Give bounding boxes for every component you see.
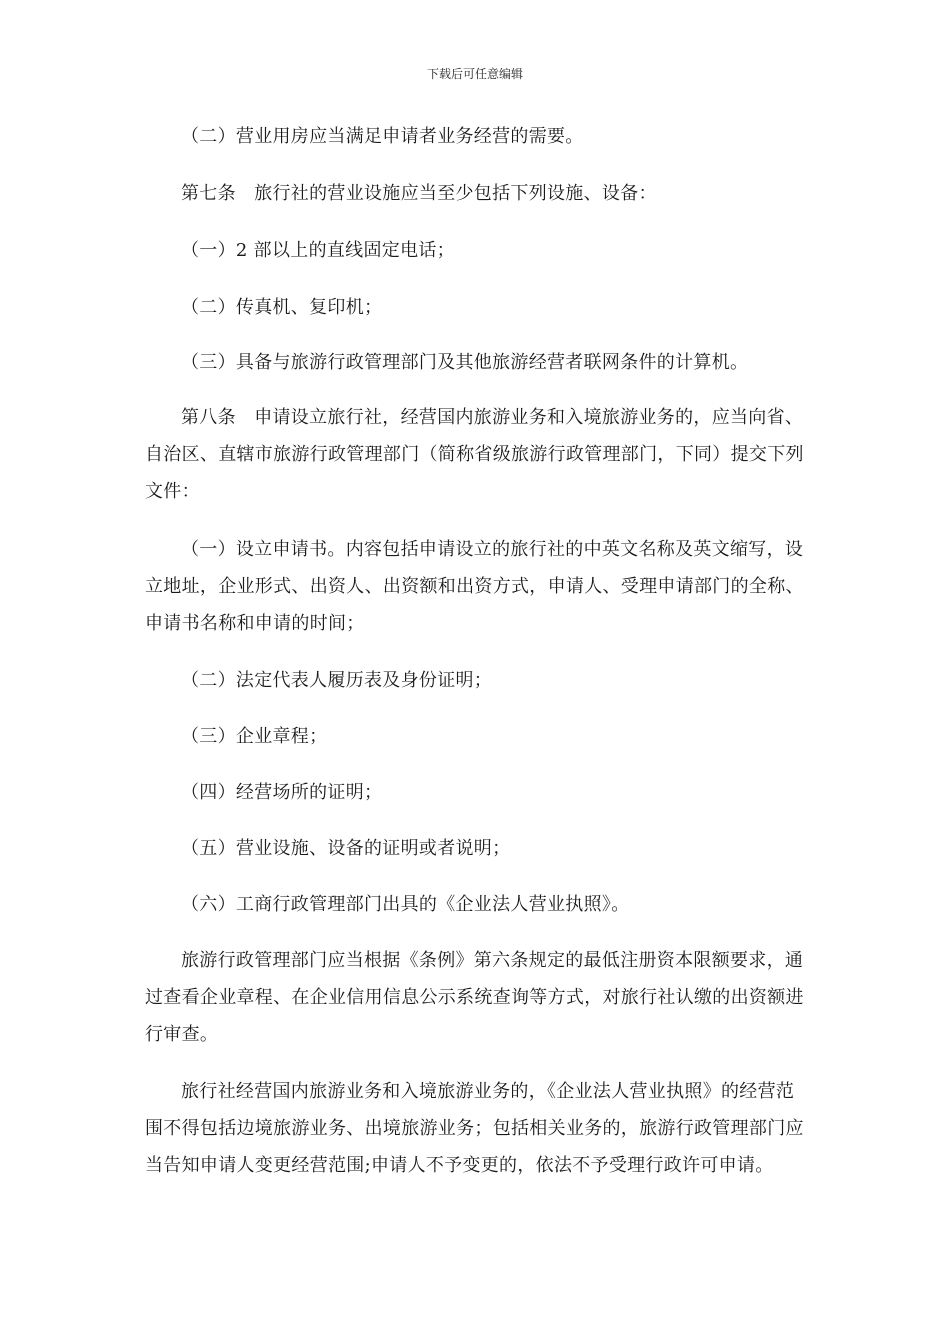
paragraph-item-business-license: （六）工商行政管理部门出具的《企业法人营业执照》。: [181, 894, 630, 915]
paragraph-item-legal-rep: （二）法定代表人履历表及身份证明；: [181, 670, 493, 691]
paragraph-item-telephone: （一）2 部以上的直线固定电话；: [181, 240, 455, 261]
paragraph-business-premises: （二）营业用房应当满足申请者业务经营的需要。: [181, 126, 584, 147]
paragraph-business-scope: 旅行社经营国内旅游业务和入境旅游业务的，《企业法人营业执照》的经营范围不得包括边境旅游业务、出境旅游业务；包括相关业务的，旅游行政管理部门应当告知申请人变更经营范围;申请人不予变更的，依法不予受理行政许可申请。: [145, 1081, 804, 1176]
paragraph-item-premises-proof: （四）经营场所的证明；: [181, 782, 383, 803]
paragraph-item-facilities-proof: （五）营业设施、设备的证明或者说明；: [181, 838, 511, 859]
paragraph-article-7: 第七条 旅行社的营业设施应当至少包括下列设施、设备：: [181, 183, 657, 204]
paragraph-item-computer: （三）具备与旅游行政管理部门及其他旅游经营者联网条件的计算机。: [181, 352, 749, 373]
paragraph-article-8: 第八条 申请设立旅行社，经营国内旅游业务和入境旅游业务的，应当向省、自治区、直辖市旅游行政管理部门（简称省级旅游行政管理部门，下同）提交下列文件：: [145, 407, 804, 502]
paragraph-item-fax-copier: （二）传真机、复印机；: [181, 297, 383, 318]
header-note: 下载后可任意编辑: [426, 67, 523, 81]
paragraph-item-application: （一）设立申请书。内容包括申请设立的旅行社的中英文名称及英文缩写，设立地址，企业形式、出资人、出资额和出资方式，申请人、受理申请部门的全称、申请书名称和申请的时间；: [145, 539, 804, 634]
paragraph-item-articles: （三）企业章程；: [181, 726, 328, 747]
paragraph-capital-review: 旅游行政管理部门应当根据《条例》第六条规定的最低注册资本限额要求，通过查看企业章程、在企业信用信息公示系统查询等方式，对旅行社认缴的出资额进行审查。: [145, 950, 804, 1045]
